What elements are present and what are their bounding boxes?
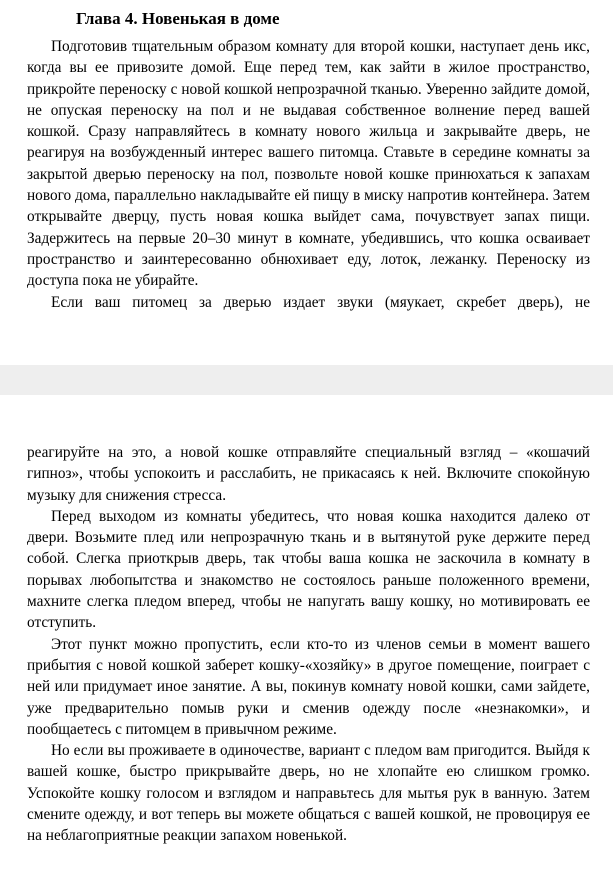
page-top-content [27,8,590,313]
paragraph: Этот пункт можно пропустить, если кто-то из членов семьи в момент вашего прибытия с новой кошкой заберет кошку-«хозяйку» в другое помещение, поиграет с ней или придумает иное занятие. А вы, покинув комнату новой кошки, сами зайдете, уже предварительно помыв руки и сменив одежду после «незнакомки», и пообщаетесь с питомцем в привычном режиме. [27,635,590,738]
paragraph: Если ваш питомец за дверью издает звуки (мяукает, скребет дверь), не [51,293,590,311]
paragraph: реагируйте на это, а новой кошке отправляйте специальный взгляд – «кошачий гипноз», чтобы успокоить и расслабить, не прикасаясь к ней. Включите спокойную музыку для снижения стресса. [27,444,590,504]
page-bottom-content [27,442,590,847]
chapter-title: Глава 4. Новенькая в доме [76,9,280,28]
page-separator [0,365,613,395]
paragraph: Подготовив тщательным образом комнату для второй кошки, наступает день икс, когда вы ее привозите домой. Еще перед тем, как зайти в жилое пространство, прикройте переноску с новой кошкой непрозрачной тканью. Уверенно зайдите домой, не опуская переноску на пол и не выдавая собственное волнение перед вашей кошкой. Сразу направляйтесь в комнату нового жильца и закрывайте дверь, не реагируя на возбужденный интерес вашего питомца. Ставьте в середине комнаты за закрытой дверью переноску на пол, позвольте новой кошке принюхаться к запахам нового дома, параллельно накладывайте ей пищу в миску напротив контейнера. Затем открывайте дверцу, пусть новая кошка выйдет сама, почувствует запах пищи. Задержитесь на первые 20–30 минут в комнате, убедившись, что кошка осваивает пространство и заинтересованно обнюхивает еду, лоток, лежанку. Переноску из доступа пока не убирайте. [27,38,590,290]
paragraph: Но если вы проживаете в одиночестве, вариант с пледом вам пригодится. Выйдя к вашей кошке, быстро прикрывайте дверь, но не хлопайте ею слишком громко. Успокойте кошку голосом и взглядом и направьтесь для мытья рук в ванную. Затем смените одежду, и вот теперь вы можете общаться с вашей кошкой, не провоцируя ее на неблагоприятные реакции запахом новенькой. [27,742,590,845]
page-bottom [0,395,613,880]
page-top [0,0,613,365]
paragraph: Перед выходом из комнаты убедитесь, что новая кошка находится далеко от двери. Возьмите плед или непрозрачную ткань и в вытянутой руке держите перед собой. Слегка приоткрыв дверь, так чтобы ваша кошка не заскочила в комнату в порывах любопытства и знакомство не состоялось раньше положенного времени, махните слегка пледом вперед, чтобы не напугать вашу кошку, но мотивировать ее отступить. [27,507,590,632]
